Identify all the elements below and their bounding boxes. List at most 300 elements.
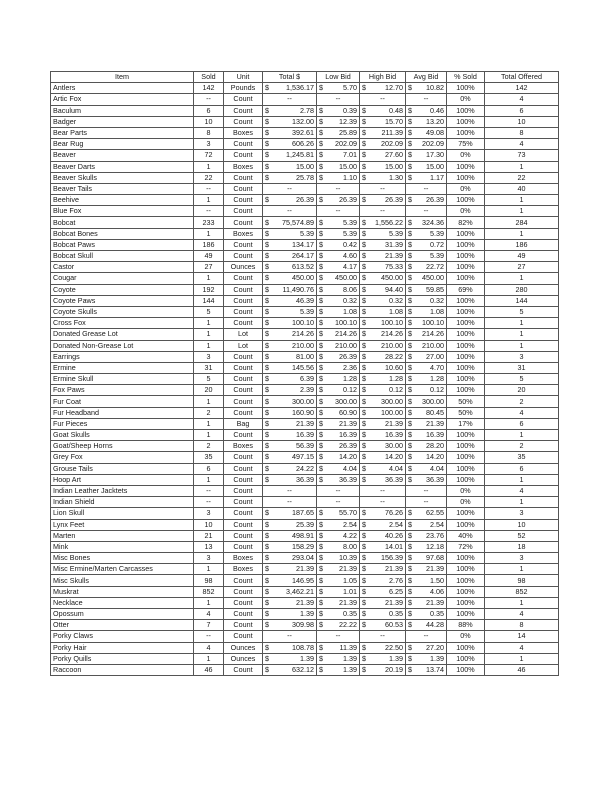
currency-symbol: $: [362, 474, 366, 484]
currency-symbol: $: [362, 508, 366, 518]
table-row: [51, 83, 559, 94]
cell-unit: Count: [224, 407, 263, 418]
cell-item: Marten: [51, 530, 194, 541]
currency-symbol: $: [265, 150, 269, 160]
cell-total: [263, 441, 317, 452]
cell-total: [263, 116, 317, 127]
cell-low-bid: [317, 586, 360, 597]
cell-total-offered: 852: [485, 586, 559, 597]
amount: 392.61: [292, 128, 314, 138]
cell-total-offered: 1: [485, 597, 559, 608]
currency-symbol: $: [362, 463, 366, 473]
cell-total: [263, 430, 317, 441]
currency-symbol: $: [408, 228, 412, 238]
cell-item: Lion Skull: [51, 508, 194, 519]
cell-high-bid: [360, 195, 406, 206]
cell-high-bid: [360, 116, 406, 127]
cell-item: Earrings: [51, 351, 194, 362]
table-row: [51, 295, 559, 306]
cell-item: Grouse Tails: [51, 463, 194, 474]
cell-pct-sold: 100%: [447, 295, 485, 306]
cell-unit: Boxes: [224, 564, 263, 575]
cell-low-bid: [317, 295, 360, 306]
cell-pct-sold: 0%: [447, 631, 485, 642]
amount: 14.20: [385, 452, 403, 462]
cell-total: [263, 564, 317, 575]
column-header-sold: Sold: [194, 72, 224, 83]
amount: 22.50: [385, 642, 403, 652]
table-row: [51, 564, 559, 575]
amount: 450.00: [335, 273, 357, 283]
currency-symbol: $: [362, 318, 366, 328]
cell-low-bid: [317, 541, 360, 552]
amount: 15.00: [385, 161, 403, 171]
table-row: [51, 374, 559, 385]
currency-symbol: $: [265, 452, 269, 462]
currency-symbol: $: [408, 553, 412, 563]
currency-symbol: $: [265, 385, 269, 395]
cell-unit: Count: [224, 362, 263, 373]
cell-avg-bid: [406, 105, 447, 116]
currency-symbol: $: [362, 105, 366, 115]
cell-avg-bid: [406, 139, 447, 150]
cell-sold: 35: [194, 452, 224, 463]
cell-unit: Boxes: [224, 161, 263, 172]
cell-high-bid: [360, 318, 406, 329]
table-row: [51, 441, 559, 452]
amount: 25.39: [296, 519, 314, 529]
cell-avg-bid: --: [406, 631, 447, 642]
amount: 21.39: [385, 564, 403, 574]
cell-unit: Count: [224, 452, 263, 463]
currency-symbol: $: [265, 609, 269, 619]
cell-item: Otter: [51, 620, 194, 631]
column-header-high-bid: High Bid: [360, 72, 406, 83]
amount: 108.78: [292, 642, 314, 652]
cell-total: --: [263, 94, 317, 105]
cell-item: Beaver Darts: [51, 161, 194, 172]
amount: 1.39: [389, 653, 403, 663]
currency-symbol: $: [362, 418, 366, 428]
cell-avg-bid: [406, 284, 447, 295]
currency-symbol: $: [265, 407, 269, 417]
cell-unit: Ounces: [224, 653, 263, 664]
amount: 15.00: [426, 161, 444, 171]
cell-unit: Count: [224, 139, 263, 150]
cell-avg-bid: [406, 642, 447, 653]
amount: 21.39: [339, 418, 357, 428]
currency-symbol: $: [408, 295, 412, 305]
cell-low-bid: [317, 463, 360, 474]
cell-item: Porky Claws: [51, 631, 194, 642]
amount: 0.12: [343, 385, 357, 395]
currency-symbol: $: [319, 665, 323, 675]
cell-unit: Count: [224, 631, 263, 642]
amount: 28.20: [426, 441, 444, 451]
amount: 6.39: [300, 374, 314, 384]
cell-item: Ermine Skull: [51, 374, 194, 385]
cell-avg-bid: [406, 530, 447, 541]
cell-pct-sold: 50%: [447, 396, 485, 407]
amount: 5.70: [343, 83, 357, 93]
cell-low-bid: --: [317, 631, 360, 642]
column-header-item: Item: [51, 72, 194, 83]
amount: 21.39: [426, 564, 444, 574]
cell-low-bid: --: [317, 183, 360, 194]
cell-unit: Count: [224, 351, 263, 362]
currency-symbol: $: [362, 295, 366, 305]
currency-symbol: $: [265, 329, 269, 339]
cell-pct-sold: 100%: [447, 441, 485, 452]
amount: 100.10: [292, 318, 314, 328]
cell-item: Lynx Feet: [51, 519, 194, 530]
cell-unit: Count: [224, 150, 263, 161]
cell-low-bid: [317, 150, 360, 161]
currency-symbol: $: [319, 217, 323, 227]
cell-total-offered: 4: [485, 94, 559, 105]
currency-symbol: $: [362, 195, 366, 205]
cell-total-offered: 1: [485, 228, 559, 239]
cell-pct-sold: 100%: [447, 228, 485, 239]
cell-low-bid: [317, 217, 360, 228]
cell-unit: Boxes: [224, 127, 263, 138]
cell-item: Bear Parts: [51, 127, 194, 138]
cell-total: [263, 508, 317, 519]
cell-total: --: [263, 497, 317, 508]
amount: 293.04: [292, 553, 314, 563]
cell-sold: 3: [194, 351, 224, 362]
amount: 25.89: [339, 128, 357, 138]
cell-sold: 192: [194, 284, 224, 295]
cell-avg-bid: [406, 463, 447, 474]
cell-avg-bid: [406, 362, 447, 373]
cell-total: [263, 340, 317, 351]
amount: 13.20: [426, 116, 444, 126]
cell-unit: Count: [224, 251, 263, 262]
amount: 4.60: [343, 251, 357, 261]
amount: 22.22: [339, 620, 357, 630]
cell-low-bid: [317, 609, 360, 620]
cell-total-offered: 1: [485, 329, 559, 340]
cell-total: [263, 195, 317, 206]
currency-symbol: $: [362, 385, 366, 395]
cell-low-bid: [317, 430, 360, 441]
amount: 8.06: [343, 284, 357, 294]
currency-symbol: $: [265, 128, 269, 138]
cell-unit: Count: [224, 620, 263, 631]
amount: 60.90: [339, 407, 357, 417]
cell-total: [263, 575, 317, 586]
cell-avg-bid: [406, 262, 447, 273]
amount: 5.39: [300, 307, 314, 317]
cell-total: [263, 351, 317, 362]
cell-avg-bid: [406, 620, 447, 631]
cell-item: Badger: [51, 116, 194, 127]
amount: 27.00: [426, 351, 444, 361]
currency-symbol: $: [408, 508, 412, 518]
currency-symbol: $: [319, 374, 323, 384]
currency-symbol: $: [319, 195, 323, 205]
table-row: [51, 362, 559, 373]
cell-unit: Count: [224, 385, 263, 396]
cell-total: [263, 262, 317, 273]
amount: 100.10: [381, 318, 403, 328]
table-row: [51, 262, 559, 273]
cell-total: [263, 597, 317, 608]
cell-low-bid: [317, 195, 360, 206]
cell-high-bid: [360, 530, 406, 541]
cell-pct-sold: 100%: [447, 463, 485, 474]
cell-pct-sold: 100%: [447, 329, 485, 340]
cell-low-bid: [317, 653, 360, 664]
amount: 55.70: [339, 508, 357, 518]
amount: 36.39: [339, 474, 357, 484]
cell-item: Fur Pieces: [51, 418, 194, 429]
cell-item: Donated Grease Lot: [51, 329, 194, 340]
amount: 14.01: [385, 541, 403, 551]
amount: 0.46: [430, 105, 444, 115]
amount: 27.20: [426, 642, 444, 652]
cell-unit: Ounces: [224, 642, 263, 653]
table-row: [51, 452, 559, 463]
amount: 2.54: [389, 519, 403, 529]
cell-pct-sold: 100%: [447, 597, 485, 608]
cell-unit: Count: [224, 105, 263, 116]
cell-unit: Count: [224, 463, 263, 474]
cell-high-bid: [360, 418, 406, 429]
cell-high-bid: [360, 340, 406, 351]
cell-pct-sold: 100%: [447, 116, 485, 127]
amount: 497.15: [292, 452, 314, 462]
cell-unit: Count: [224, 519, 263, 530]
cell-total: [263, 653, 317, 664]
amount: 264.17: [292, 251, 314, 261]
amount: 16.39: [426, 430, 444, 440]
cell-sold: 27: [194, 262, 224, 273]
currency-symbol: $: [408, 665, 412, 675]
cell-avg-bid: --: [406, 94, 447, 105]
cell-high-bid: [360, 597, 406, 608]
cell-item: Coyote Paws: [51, 295, 194, 306]
cell-sold: 98: [194, 575, 224, 586]
amount: 202.09: [335, 139, 357, 149]
cell-unit: Count: [224, 306, 263, 317]
currency-symbol: $: [265, 642, 269, 652]
amount: 26.39: [426, 195, 444, 205]
cell-low-bid: [317, 306, 360, 317]
cell-pct-sold: 100%: [447, 251, 485, 262]
amount: 300.00: [292, 396, 314, 406]
cell-item: Beaver Skulls: [51, 172, 194, 183]
cell-total: [263, 105, 317, 116]
cell-high-bid: [360, 374, 406, 385]
cell-low-bid: [317, 452, 360, 463]
amount: 25.78: [296, 172, 314, 182]
cell-total-offered: 5: [485, 306, 559, 317]
cell-total: [263, 586, 317, 597]
amount: 21.39: [426, 418, 444, 428]
amount: 15.00: [339, 161, 357, 171]
cell-item: Baculum: [51, 105, 194, 116]
cell-low-bid: --: [317, 94, 360, 105]
table-row: [51, 385, 559, 396]
cell-unit: Ounces: [224, 262, 263, 273]
cell-pct-sold: 72%: [447, 541, 485, 552]
amount: 4.06: [430, 586, 444, 596]
amount: 13.74: [426, 665, 444, 675]
cell-item: Raccoon: [51, 664, 194, 675]
cell-item: Donated Non-Grease Lot: [51, 340, 194, 351]
cell-avg-bid: [406, 306, 447, 317]
amount: 1.17: [430, 172, 444, 182]
cell-avg-bid: [406, 318, 447, 329]
cell-unit: Count: [224, 94, 263, 105]
cell-item: Fur Coat: [51, 396, 194, 407]
cell-pct-sold: 0%: [447, 497, 485, 508]
amount: 1.08: [430, 307, 444, 317]
cell-pct-sold: 0%: [447, 150, 485, 161]
cell-sold: 46: [194, 664, 224, 675]
cell-sold: 6: [194, 463, 224, 474]
currency-symbol: $: [362, 665, 366, 675]
cell-high-bid: --: [360, 183, 406, 194]
cell-low-bid: [317, 273, 360, 284]
table-row: [51, 239, 559, 250]
cell-avg-bid: [406, 374, 447, 385]
currency-symbol: $: [265, 351, 269, 361]
cell-total-offered: 5: [485, 374, 559, 385]
table-row: [51, 497, 559, 508]
table-row: [51, 150, 559, 161]
cell-item: Beehive: [51, 195, 194, 206]
cell-total: [263, 139, 317, 150]
table-row: [51, 664, 559, 675]
cell-pct-sold: 100%: [447, 127, 485, 138]
cell-total-offered: 1: [485, 195, 559, 206]
currency-symbol: $: [362, 407, 366, 417]
amount: 7.01: [343, 150, 357, 160]
cell-total-offered: 18: [485, 541, 559, 552]
currency-symbol: $: [408, 239, 412, 249]
cell-avg-bid: [406, 83, 447, 94]
cell-avg-bid: [406, 396, 447, 407]
cell-sold: 1: [194, 564, 224, 575]
cell-sold: 1: [194, 195, 224, 206]
amount: 11,490.76: [282, 284, 314, 294]
cell-low-bid: [317, 553, 360, 564]
cell-low-bid: [317, 228, 360, 239]
amount: 498.91: [292, 530, 314, 540]
cell-high-bid: [360, 441, 406, 452]
cell-total-offered: 46: [485, 664, 559, 675]
cell-avg-bid: [406, 508, 447, 519]
currency-symbol: $: [319, 396, 323, 406]
cell-item: Mink: [51, 541, 194, 552]
cell-avg-bid: --: [406, 497, 447, 508]
amount: 324.36: [422, 217, 444, 227]
cell-low-bid: [317, 508, 360, 519]
currency-symbol: $: [362, 172, 366, 182]
cell-sold: 233: [194, 217, 224, 228]
cell-avg-bid: [406, 239, 447, 250]
amount: 210.00: [422, 340, 444, 350]
cell-pct-sold: 100%: [447, 430, 485, 441]
currency-symbol: $: [319, 351, 323, 361]
currency-symbol: $: [319, 251, 323, 261]
cell-sold: 7: [194, 620, 224, 631]
currency-symbol: $: [265, 586, 269, 596]
amount: 3,462.21: [286, 586, 314, 596]
cell-sold: 22: [194, 172, 224, 183]
cell-high-bid: [360, 430, 406, 441]
currency-symbol: $: [319, 150, 323, 160]
amount: 202.09: [381, 139, 403, 149]
table-row: [51, 519, 559, 530]
amount: 1.28: [343, 374, 357, 384]
currency-symbol: $: [408, 385, 412, 395]
amount: 187.65: [292, 508, 314, 518]
currency-symbol: $: [265, 441, 269, 451]
cell-total-offered: 14: [485, 631, 559, 642]
cell-total: [263, 530, 317, 541]
cell-total: [263, 553, 317, 564]
cell-item: Necklace: [51, 597, 194, 608]
cell-sold: --: [194, 183, 224, 194]
cell-high-bid: [360, 642, 406, 653]
cell-total-offered: 10: [485, 519, 559, 530]
cell-total-offered: 8: [485, 620, 559, 631]
cell-high-bid: [360, 620, 406, 631]
cell-item: Goat/Sheep Horns: [51, 441, 194, 452]
table-row: [51, 474, 559, 485]
currency-symbol: $: [362, 519, 366, 529]
cell-avg-bid: [406, 195, 447, 206]
cell-avg-bid: [406, 541, 447, 552]
amount: 56.39: [296, 441, 314, 451]
currency-symbol: $: [319, 508, 323, 518]
currency-symbol: $: [265, 508, 269, 518]
table-row: [51, 183, 559, 194]
cell-low-bid: --: [317, 497, 360, 508]
cell-high-bid: [360, 239, 406, 250]
cell-pct-sold: 0%: [447, 485, 485, 496]
cell-total-offered: 1: [485, 430, 559, 441]
currency-symbol: $: [319, 430, 323, 440]
cell-total: [263, 273, 317, 284]
table-row: [51, 508, 559, 519]
amount: 2.39: [300, 385, 314, 395]
cell-total-offered: 4: [485, 485, 559, 496]
currency-symbol: $: [408, 586, 412, 596]
cell-total: [263, 306, 317, 317]
cell-avg-bid: [406, 452, 447, 463]
amount: 0.35: [343, 609, 357, 619]
cell-sold: 186: [194, 239, 224, 250]
cell-avg-bid: [406, 441, 447, 452]
currency-symbol: $: [319, 553, 323, 563]
cell-sold: --: [194, 94, 224, 105]
amount: 4.70: [430, 362, 444, 372]
currency-symbol: $: [408, 251, 412, 261]
amount: 2.76: [389, 575, 403, 585]
amount: 21.39: [339, 564, 357, 574]
cell-low-bid: [317, 172, 360, 183]
cell-total: [263, 127, 317, 138]
currency-symbol: $: [319, 609, 323, 619]
table-row: [51, 340, 559, 351]
amount: 10.82: [426, 83, 444, 93]
cell-total: [263, 239, 317, 250]
